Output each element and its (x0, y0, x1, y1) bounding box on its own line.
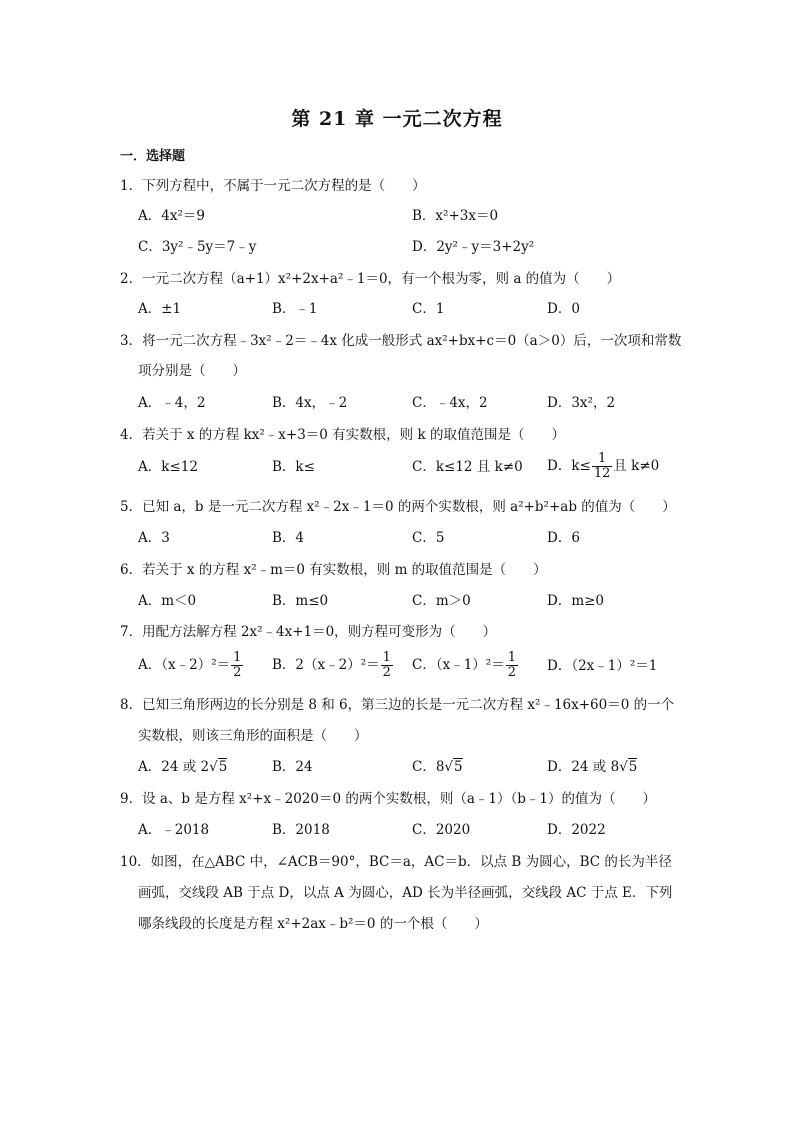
question-3-option-b: B．4x，﹣2 (272, 395, 348, 411)
question-9-stem: 9．设 a、b 是方程 x²+x﹣2020＝0 的两个实数根，则（a﹣1）（b﹣1）的值为（ ） (120, 791, 656, 807)
question-8-option-a (138, 757, 227, 777)
question-6-option-a: A．m＜0 (138, 593, 197, 609)
question-3-stem-line2: 项分别是（ ） (138, 363, 246, 379)
question-6-option-c: C．m＞0 (412, 593, 471, 609)
fraction-denominator: 2 (382, 665, 391, 680)
question-3-option-a: A．﹣4，2 (138, 395, 206, 411)
question-9-option-c: C．2020 (412, 822, 471, 838)
fraction-numerator: 1 (233, 650, 242, 665)
option-b-text: B．2（x﹣2）²＝ (272, 657, 380, 673)
question-5-stem: 5．已知 a，b 是一元二次方程 x²﹣2x﹣1＝0 的两个实数根，则 a²+b²+ab 的值为（ ） (120, 499, 676, 515)
question-8-option-c (412, 757, 463, 777)
question-2-option-d: D．0 (547, 301, 580, 317)
fraction-numerator: 1 (382, 650, 391, 665)
question-7-option-b (272, 651, 394, 680)
fraction-denominator: 2 (233, 665, 242, 680)
option-a-text: A．（x﹣2）²＝ (138, 657, 231, 673)
question-1-option-d: D．2y²﹣y＝3+2y² (412, 239, 535, 255)
question-4-option-c: C．k≤12 且 k≠0 (412, 459, 523, 475)
option-d-text: D．24 或 8 (547, 759, 620, 775)
radicand: 5 (454, 759, 463, 775)
square-root: √5 (619, 759, 638, 775)
question-9-option-b: B．2018 (272, 822, 330, 838)
question-5-option-a: A．3 (138, 530, 170, 546)
section-heading: 一．选择题 (120, 149, 186, 164)
fraction-denominator: 12 (593, 466, 611, 481)
fraction-numerator: 1 (507, 650, 516, 665)
option-d-suffix: 且 k≠0 (613, 458, 660, 474)
question-7-option-c (412, 651, 519, 680)
question-6-option-b: B．m≤0 (272, 593, 329, 609)
square-root: √5 (209, 759, 228, 775)
radicand: 5 (218, 759, 228, 775)
question-1-option-a: A．4x²＝9 (138, 208, 205, 224)
fraction (506, 651, 518, 680)
fraction (381, 651, 393, 680)
fraction (592, 452, 613, 481)
question-3-option-c: C．﹣4x，2 (412, 395, 488, 411)
square-root: √5 (444, 759, 463, 775)
option-d-prefix: D．k≤ (547, 458, 591, 474)
question-3-option-d: D．3x²，2 (547, 395, 616, 411)
question-4-option-b: B．k≤ (272, 459, 315, 475)
question-8-stem-line1: 8．已知三角形两边的长分别是 8 和 6，第三边的长是一元二次方程 x²﹣16x+60＝0 的一个 (120, 697, 675, 713)
question-4-option-d (547, 452, 659, 481)
option-a-text: A．24 或 2 (138, 759, 210, 775)
question-8-stem-line2: 实数根，则该三角形的面积是（ ） (138, 728, 368, 744)
question-6-option-d: D．m≥0 (547, 593, 605, 609)
question-2-option-b: B．﹣1 (272, 301, 318, 317)
question-2-stem: 2．一元二次方程（a+1）x²+2x+a²﹣1＝0，有一个根为零，则 a 的值为（ ） (120, 271, 621, 287)
question-6-stem: 6．若关于 x 的方程 x²﹣m＝0 有实数根，则 m 的取值范围是（ ） (120, 562, 547, 578)
question-7-option-a (138, 651, 244, 680)
question-4-stem: 4．若关于 x 的方程 kx²﹣x+3＝0 有实数根，则 k 的取值范围是（ ） (120, 427, 565, 443)
option-c-text: C．8 (412, 759, 445, 775)
question-5-option-b: B．4 (272, 530, 305, 546)
question-7-stem: 7．用配方法解方程 2x²﹣4x+1＝0，则方程可变形为（ ） (120, 624, 497, 640)
question-1-option-b: B．x²+3x＝0 (412, 208, 499, 224)
question-8-option-b: B．24 (272, 759, 313, 775)
question-2-option-c: C．1 (412, 301, 445, 317)
radicand: 5 (628, 759, 638, 775)
question-5-option-c: C．5 (412, 530, 445, 546)
question-2-option-a: A．±1 (138, 301, 182, 317)
option-c-text: C．（x﹣1）²＝ (412, 657, 505, 673)
question-10-stem-line2: 画弧，交线段 AB 于点 D，以点 A 为圆心，AD 长为半径画弧，交线段 AC 于点 E．下列 (138, 885, 673, 901)
question-7-option-d: D．（2x﹣1）²＝1 (547, 658, 658, 674)
fraction-numerator: 1 (592, 452, 613, 467)
question-8-option-d (547, 757, 637, 777)
question-10-stem-line1: 10．如图，在△ABC 中，∠ACB＝90°，BC＝a，AC＝b．以点 B 为圆心，BC 的长为半径 (120, 854, 672, 870)
question-9-option-d: D．2022 (547, 822, 606, 838)
question-1-stem: 1．下列方程中，不属于一元二次方程的是（ ） (120, 178, 426, 194)
question-4-option-a: A．k≤12 (138, 459, 198, 475)
fraction-denominator: 2 (507, 665, 516, 680)
question-5-option-d: D．6 (547, 530, 580, 546)
question-1-option-c: C．3y²﹣5y＝7﹣y (138, 239, 257, 255)
chapter-title: 第 21 章 一元二次方程 (291, 108, 503, 130)
fraction (231, 651, 243, 680)
question-9-option-a: A．﹣2018 (138, 822, 210, 838)
question-3-stem-line1: 3．将一元二次方程﹣3x²﹣2＝﹣4x 化成一般形式 ax²+bx+c＝0（a＞0）后，一次项和常数 (120, 333, 682, 349)
question-10-stem-line3: 哪条线段的长度是方程 x²+2ax﹣b²＝0 的一个根（ ） (138, 916, 488, 932)
